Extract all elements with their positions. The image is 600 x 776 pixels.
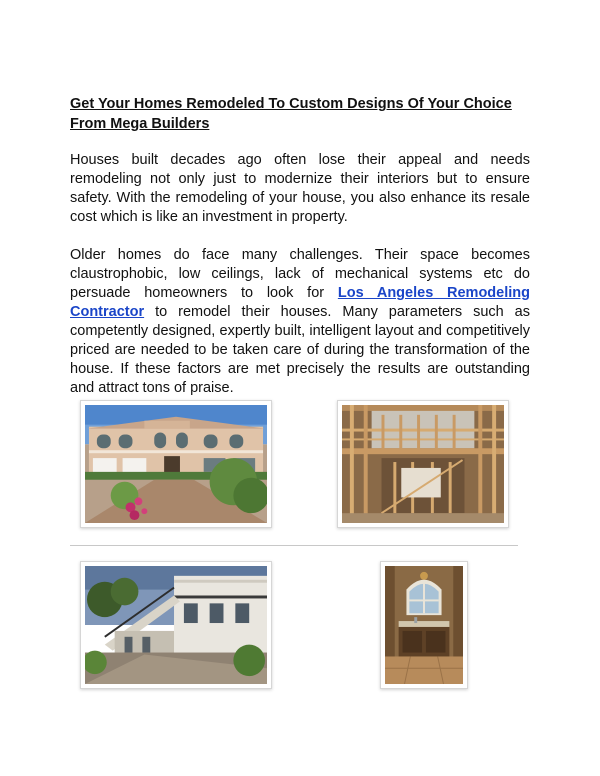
paragraph-2-text-before-link: Older homes do face many challenges. Their space becomes claustrophobic, low ceilings, lack of mechanical systems etc do persuade homeowners to look for: [70, 247, 530, 301]
kitchen-window-interior-image: [385, 566, 463, 684]
section-divider: [70, 545, 518, 546]
photo-framing-construction: [337, 400, 509, 528]
wood-framing-construction-image: [342, 405, 504, 523]
article-title: Get Your Homes Remodeled To Custom Designs Of Your Choice From Mega Builders: [70, 96, 512, 132]
article-paragraph-2: [70, 246, 530, 398]
photo-remodeled-house: [80, 400, 272, 528]
remodeled-house-exterior-image: [85, 405, 267, 523]
photo-kitchen: [380, 561, 468, 689]
paragraph-2-text-after-link: to remodel their houses. Many parameters such as competently designed, expertly built, intelligent layout and competitively priced are needed to be taken care of during the transformation of the house. If these factors are met precisely the results are outstanding and attract tons of praise.: [70, 304, 530, 396]
article-paragraph-1: Houses built decades ago often lose their appeal and needs remodeling not only just to modernize their interiors but to ensure safety. With the remodeling of your house, you also enhance its resale cost which is like an investment in property.: [70, 152, 530, 225]
house-with-balcony-stairs-image: [85, 566, 267, 684]
photo-balcony-house: [80, 561, 272, 689]
los-angeles-remodeling-contractor-link[interactable]: Los Angeles Remodeling Contractor: [70, 285, 530, 320]
